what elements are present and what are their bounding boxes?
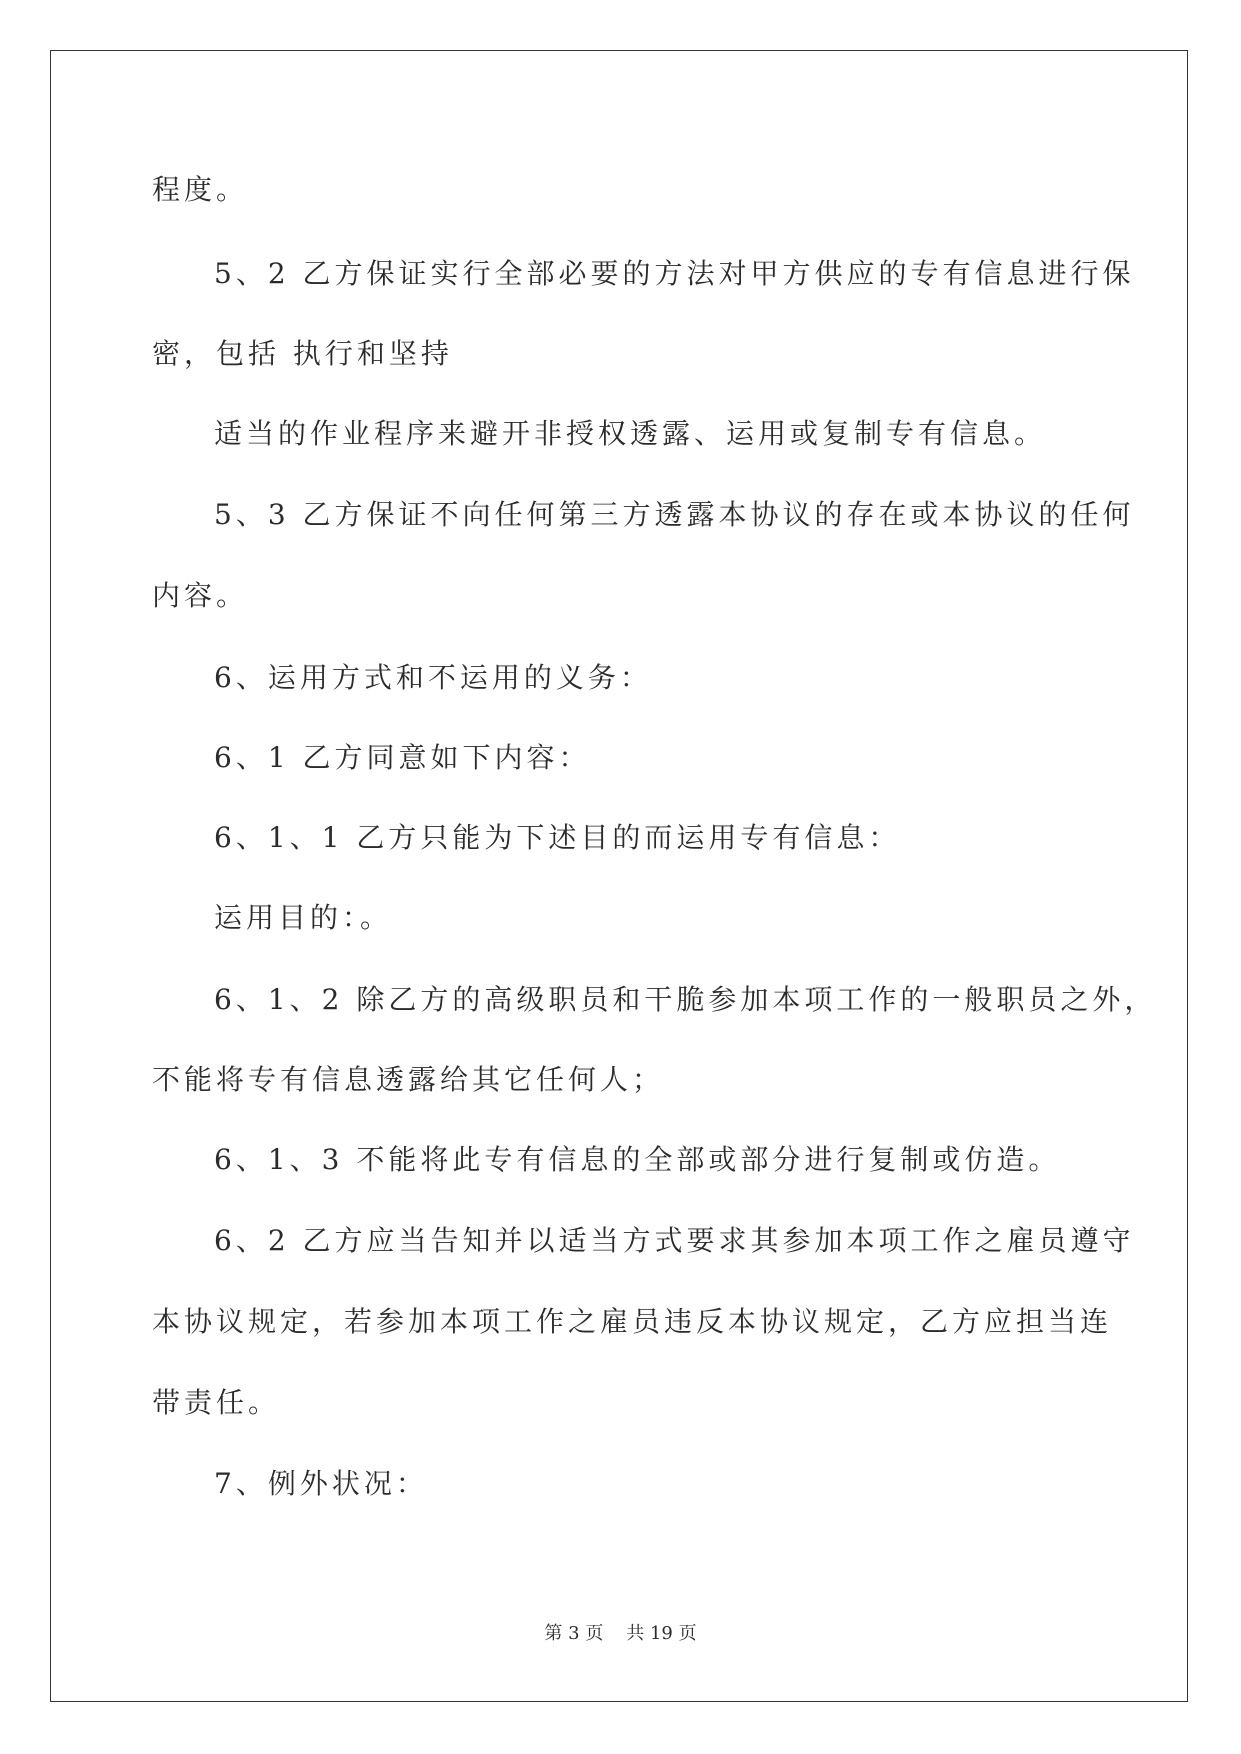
text-line: 程度。 [152,173,249,206]
text-line: 6、1、3 不能将此专有信息的全部或部分进行复制或仿造。 [214,1143,1061,1176]
total-pages: 共 19 页 [626,1623,697,1644]
text-line: 不能将专有信息透露给其它任何人； [152,1063,665,1096]
text-line: 运用目的：。 [214,901,393,934]
page-footer [0,1622,1241,1646]
text-line: 密，包括 执行和坚持 [152,337,453,370]
text-line: 7、例外状况： [214,1467,428,1500]
text-line: 5、3 乙方保证不向任何第三方透露本协议的存在或本协议的任何 [214,498,1135,531]
page-border [50,50,1188,1702]
text-line: 适当的作业程序来避开非授权透露、运用或复制专有信息。 [214,417,1047,450]
text-line: 6、1 乙方同意如下内容： [214,741,591,774]
text-line: 6、2 乙方应当告知并以适当方式要求其参加本项工作之雇员遵守 [214,1224,1135,1257]
text-line: 6、1、2 除乙方的高级职员和干脆参加本项工作的一般职员之外， [214,983,1157,1016]
text-line: 5、2 乙方保证实行全部必要的方法对甲方供应的专有信息进行保 [214,257,1135,290]
page-number: 第 3 页 [544,1623,604,1644]
text-line: 本协议规定，若参加本项工作之雇员违反本协议规定，乙方应担当连 [152,1305,1113,1338]
text-line: 6、运用方式和不运用的义务： [214,661,652,694]
text-line: 带责任。 [152,1386,281,1419]
text-line: 内容。 [152,579,249,612]
text-line: 6、1、1 乙方只能为下述目的而运用专有信息： [214,821,901,854]
